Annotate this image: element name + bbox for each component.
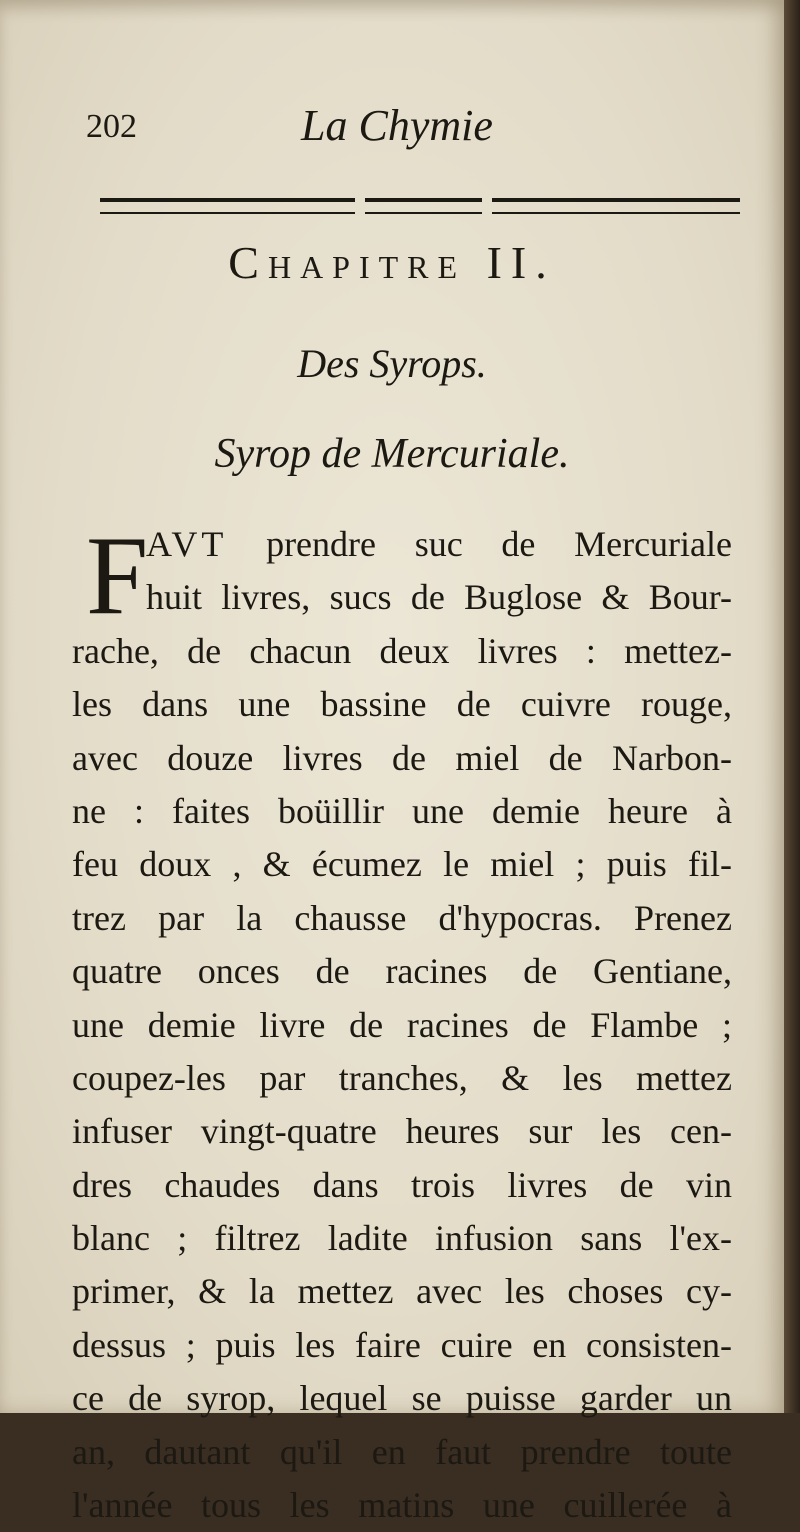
text-line: avec douze livres de miel de Narbon- [72, 737, 732, 778]
text-line: une demie livre de racines de Flambe ; [72, 1004, 732, 1045]
text-line: coupez-les par tranches, & les mettez [72, 1057, 732, 1098]
recipe-title: Syrop de Mercuriale. [214, 431, 570, 477]
body-text [72, 514, 732, 1532]
text-line: trez par la chausse d'hypocras. Prenez [72, 897, 732, 938]
text-line [72, 518, 732, 571]
text-line-rest: prendre suc de Mercuriale [227, 524, 732, 564]
header-rule [100, 198, 740, 214]
text-line: rache, de chacun deux livres : mettez- [72, 630, 732, 671]
text-line: l'année tous les matins une cuillerée à [72, 1485, 732, 1526]
text-line: huit livres, sucs de Buglose & Bour- [146, 577, 732, 618]
running-head [86, 100, 746, 160]
text-line: quatre onces de racines de Gentiane, [72, 951, 732, 992]
lead-caps: AVT [146, 524, 228, 564]
text-line: les dans une bassine de cuivre rouge, [72, 684, 732, 725]
book-spine [784, 0, 800, 1413]
text-line: feu doux , & écumez le miel ; puis fil- [72, 844, 732, 885]
text-line: dessus ; puis les faire cuire en consisten- [72, 1324, 732, 1365]
text-line: an, dautant qu'il en faut prendre toute [72, 1431, 732, 1472]
text-line: primer, & la mettez avec les choses cy- [72, 1271, 732, 1312]
drop-cap: F [86, 514, 149, 638]
running-title: La Chymie [301, 101, 493, 150]
section-heading: Des Syrops. [297, 341, 487, 386]
text-line: infuser vingt-quatre heures sur les cen- [72, 1111, 732, 1152]
text-line: dres chaudes dans trois livres de vin [72, 1164, 732, 1205]
chapter-heading: Chapitre II. [228, 237, 556, 288]
page-number: 202 [86, 108, 137, 145]
text-line: blanc ; filtrez ladite infusion sans l'ex- [72, 1218, 732, 1259]
rule-gap [355, 196, 365, 216]
text-line: ne : faites boüillir une demie heure à [72, 790, 732, 831]
text-line: ce de syrop, lequel se puisse garder un [72, 1378, 732, 1419]
rule-gap [482, 196, 492, 216]
